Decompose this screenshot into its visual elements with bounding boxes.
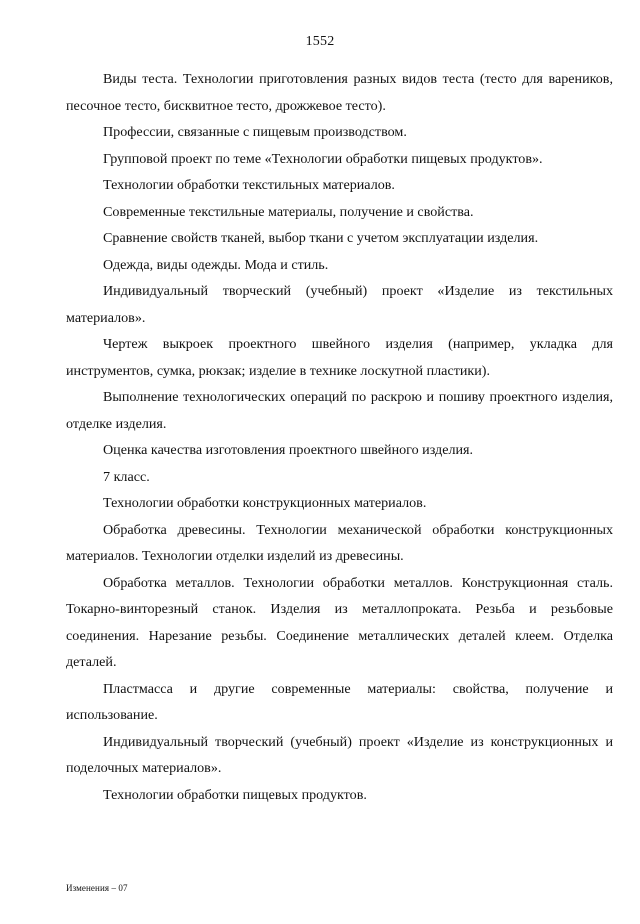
paragraph: Обработка древесины. Технологии механической обработки конструкционных материалов. Технологии отделки изделий из древесины. — [66, 521, 613, 564]
paragraph: Пластмасса и другие современные материалы: свойства, получение и использование. — [66, 680, 613, 723]
paragraph: Групповой проект по теме «Технологии обработки пищевых продуктов». — [103, 150, 543, 167]
paragraph: Индивидуальный творческий (учебный) проект «Изделие из текстильных материалов». — [66, 283, 613, 326]
paragraph: Современные текстильные материалы, получение и свойства. — [103, 203, 474, 220]
paragraph: Профессии, связанные с пищевым производством. — [103, 124, 407, 140]
page-number: 1552 — [305, 34, 335, 49]
paragraph: Оценка качества изготовления проектного швейного изделия. — [103, 442, 474, 458]
paragraph: Технологии обработки пищевых продуктов. — [103, 786, 367, 803]
paragraph: Индивидуальный творческий (учебный) проект «Изделие из конструкционных и поделочных материалов». — [66, 733, 613, 776]
paragraph: Чертеж выкроек проектного швейного изделия (например, укладка для инструментов, сумка, рюкзак; изделие в технике лоскутной пластики). — [66, 336, 613, 379]
paragraph: Технологии обработки текстильных материалов. — [103, 177, 395, 193]
paragraph: Сравнение свойств тканей, выбор ткани с учетом эксплуатации изделия. — [103, 230, 539, 246]
document-body — [66, 66, 613, 808]
paragraph: Виды теста. Технологии приготовления разных видов теста (тесто для вареников, песочное тесто, бисквитное тесто, дрожжевое тесто). — [66, 71, 613, 114]
grade-heading: 7 класс. — [103, 468, 150, 485]
paragraph: Выполнение технологических операций по раскрою и пошиву проектного изделия, отделке изделия. — [66, 389, 613, 432]
paragraph: Одежда, виды одежды. Мода и стиль. — [103, 256, 329, 273]
paragraph: Обработка металлов. Технологии обработки металлов. Конструкционная сталь. Токарно-винторезный станок. Изделия из металлопроката. Резьба и резьбовые соединения. Нарезание резьбы. Соединение металлических деталей клеем. Отделка деталей. — [66, 574, 613, 670]
paragraph: Технологии обработки конструкционных материалов. — [103, 495, 427, 511]
footer-revision: Изменения – 07 — [66, 883, 128, 893]
